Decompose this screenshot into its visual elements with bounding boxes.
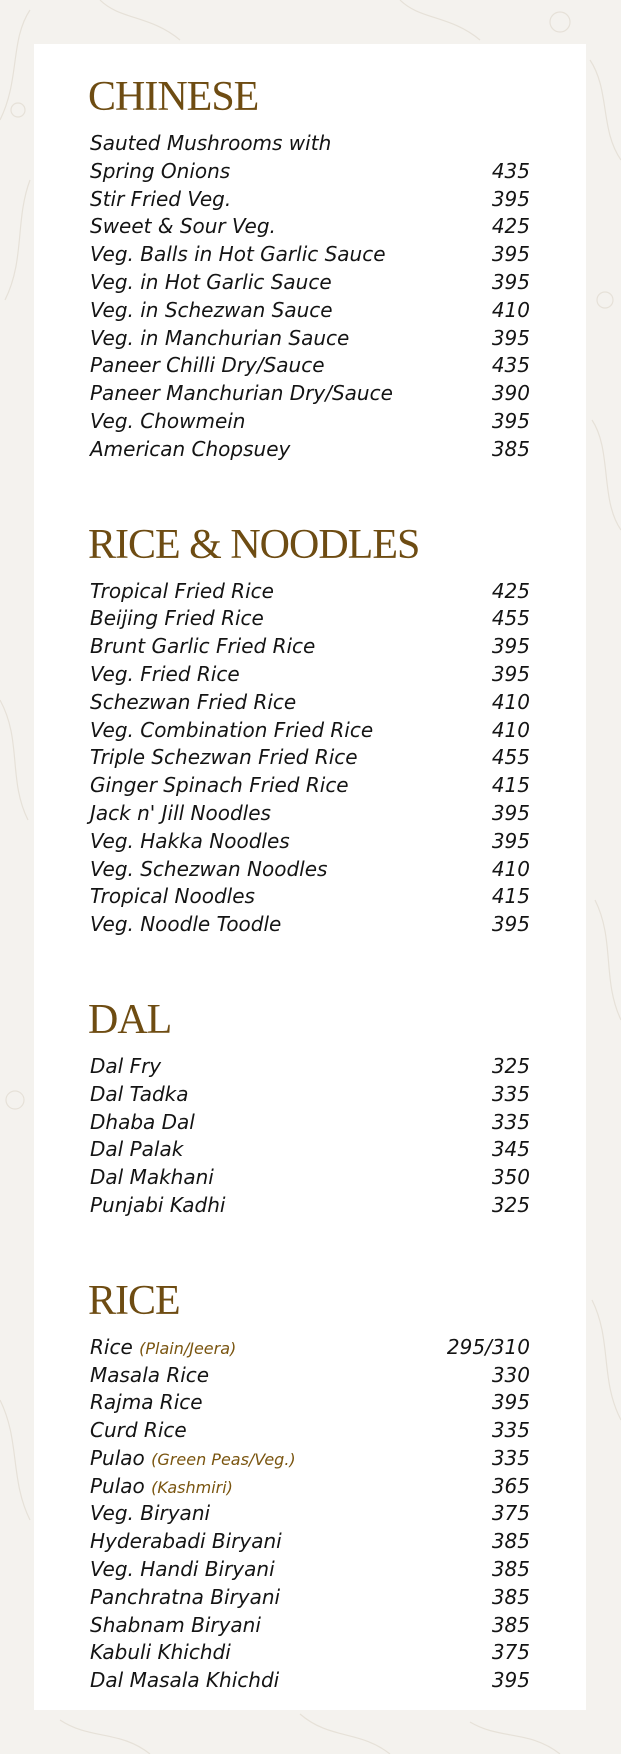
menu-item-price: 335 xyxy=(491,1445,530,1470)
menu-item-price: 395 xyxy=(491,828,530,853)
section-gap xyxy=(88,464,530,524)
menu-item-label xyxy=(90,772,349,800)
menu-item xyxy=(90,352,530,380)
menu-item-label xyxy=(90,269,332,297)
menu-item xyxy=(90,772,530,800)
menu-item-price: 325 xyxy=(491,1053,530,1078)
menu-item-name: Pulao xyxy=(90,1445,145,1470)
menu-item-label xyxy=(90,213,276,241)
menu-item xyxy=(90,269,530,297)
section-gap xyxy=(88,939,530,999)
menu-item-name: Veg. Biryani xyxy=(90,1501,211,1526)
menu-item-label xyxy=(90,744,358,772)
section-title: CHINESE xyxy=(88,74,259,120)
menu-item-label xyxy=(90,1445,296,1474)
menu-item xyxy=(90,1389,530,1417)
menu-item xyxy=(90,800,530,828)
menu-item-label xyxy=(90,1389,203,1417)
menu-item-label xyxy=(90,1473,233,1502)
menu-item-price: 395 xyxy=(491,1390,530,1415)
menu-item-name: Beijing Fried Rice xyxy=(90,606,264,631)
menu-item-price: 395 xyxy=(491,661,530,686)
menu-item-name: Veg. Schezwan Noodles xyxy=(90,856,328,881)
menu-item-price: 410 xyxy=(491,689,530,714)
menu-item-list xyxy=(88,1053,530,1220)
menu-item-name: Dal Makhani xyxy=(90,1165,214,1190)
menu-item-price: 425 xyxy=(491,578,530,603)
menu-item xyxy=(90,325,530,353)
menu-item-name: American Chopsuey xyxy=(90,436,291,461)
menu-item xyxy=(90,1500,530,1528)
menu-item-label xyxy=(90,911,281,939)
menu-item xyxy=(90,1556,530,1584)
menu-item-name: Veg. Handi Biryani xyxy=(90,1557,275,1582)
menu-item-label xyxy=(90,1081,188,1109)
menu-item-name: Paneer Chilli Dry/Sauce xyxy=(90,353,325,378)
menu-item-price: 395 xyxy=(491,912,530,937)
menu-item-label xyxy=(90,436,290,464)
menu-item-price: 410 xyxy=(491,717,530,742)
menu-item-name: Dal Masala Khichdi xyxy=(90,1668,280,1693)
menu-item-price: 330 xyxy=(491,1362,530,1387)
menu-item-name: Punjabi Kadhi xyxy=(90,1192,226,1217)
menu-item-list xyxy=(88,130,530,464)
section-title: RICE & NOODLES xyxy=(88,521,420,568)
menu-item-price: 385 xyxy=(491,436,530,461)
menu-item xyxy=(90,213,530,241)
menu-item-note: (Plain/Jeera) xyxy=(139,1338,237,1358)
menu-item-price: 395 xyxy=(491,408,530,433)
menu-item-name: Veg. in Schezwan Sauce xyxy=(90,297,333,322)
menu-item-label xyxy=(90,633,315,661)
menu-item-name: Triple Schezwan Fried Rice xyxy=(90,745,358,770)
menu-item-price: 410 xyxy=(491,856,530,881)
menu-item xyxy=(90,436,530,464)
menu-item-price: 335 xyxy=(491,1081,530,1106)
menu-item-price: 415 xyxy=(491,773,530,798)
menu-item xyxy=(90,605,530,633)
menu-item xyxy=(90,1612,530,1640)
menu-item-label xyxy=(90,1584,280,1612)
menu-item-note: (Green Peas/Veg.) xyxy=(151,1449,296,1469)
menu-item xyxy=(90,1053,530,1081)
menu-item-label xyxy=(90,352,325,380)
menu-item-name: Dhaba Dal xyxy=(90,1109,195,1134)
menu-item-name: Ginger Spinach Fried Rice xyxy=(90,773,349,798)
menu-item-name: Shabnam Biryani xyxy=(90,1612,261,1637)
section-rice xyxy=(88,1277,530,1695)
menu-item xyxy=(90,1109,530,1137)
menu-item-price: 395 xyxy=(491,325,530,350)
menu-item-price: 425 xyxy=(491,214,530,239)
menu-item xyxy=(90,1334,530,1362)
menu-item-name: Rice xyxy=(90,1334,133,1359)
menu-item-label xyxy=(90,800,271,828)
menu-item-price: 375 xyxy=(491,1501,530,1526)
menu-item-label xyxy=(90,1612,261,1640)
menu-item-label xyxy=(90,717,373,745)
menu-item-price: 455 xyxy=(491,745,530,770)
menu-item-label xyxy=(90,1334,236,1363)
section-dal xyxy=(88,996,530,1220)
menu-item-price: 395 xyxy=(491,1668,530,1693)
menu-item-label xyxy=(90,1362,209,1390)
menu-item-name: Masala Rice xyxy=(90,1362,210,1387)
menu-item-name: Kabuli Khichdi xyxy=(90,1640,231,1665)
menu-item-price: 455 xyxy=(491,606,530,631)
menu-item-name: Veg. Combination Fried Rice xyxy=(90,717,374,742)
section-title: DAL xyxy=(88,996,172,1043)
menu-item-name: Tropical Noodles xyxy=(90,884,255,909)
menu-item-label xyxy=(90,1667,279,1695)
menu-item xyxy=(90,1136,530,1164)
menu-item-label xyxy=(90,241,386,269)
menu-item xyxy=(90,297,530,325)
menu-item-price: 350 xyxy=(491,1165,530,1190)
menu-item-name: Stir Fried Veg. xyxy=(90,186,232,211)
menu-item-name: Panchratna Biryani xyxy=(90,1584,281,1609)
menu-item-name: Curd Rice xyxy=(90,1418,187,1443)
menu-item xyxy=(90,1528,530,1556)
menu-item xyxy=(90,717,530,745)
menu-item-label xyxy=(90,578,274,606)
menu-item-label xyxy=(90,605,264,633)
menu-item xyxy=(90,1362,530,1390)
section-rice-noodles xyxy=(88,521,530,939)
menu-item-name: Paneer Manchurian Dry/Sauce xyxy=(90,381,393,406)
menu-item-label xyxy=(90,1639,231,1667)
menu-item-label xyxy=(90,1164,214,1192)
section-chinese xyxy=(88,76,530,464)
menu-item-price: 375 xyxy=(491,1640,530,1665)
menu-item-price: 385 xyxy=(491,1529,530,1554)
menu-item-price: 435 xyxy=(491,158,530,183)
menu-item xyxy=(90,689,530,717)
menu-item-label xyxy=(90,689,296,717)
menu-item-name: Veg. in Manchurian Sauce xyxy=(90,325,350,350)
menu-item-name: Schezwan Fried Rice xyxy=(90,689,297,714)
menu-item-label xyxy=(90,186,231,214)
menu-item xyxy=(90,856,530,884)
menu-item-price: 335 xyxy=(491,1109,530,1134)
menu-item-price: 365 xyxy=(491,1473,530,1498)
menu-item-label xyxy=(90,856,327,884)
menu-item-name: Dal Tadka xyxy=(90,1081,189,1106)
menu-item xyxy=(90,408,530,436)
menu-item-name: Dal Fry xyxy=(90,1053,162,1078)
menu-item-price: 395 xyxy=(491,800,530,825)
menu-item xyxy=(90,1667,530,1695)
menu-item-label xyxy=(90,883,255,911)
menu-item-name: Spring Onions xyxy=(90,158,231,183)
menu-item-label xyxy=(90,828,290,856)
menu-item xyxy=(90,661,530,689)
menu-item xyxy=(90,1192,530,1220)
menu-item-price: 345 xyxy=(491,1137,530,1162)
menu-item-name: Sweet & Sour Veg. xyxy=(90,214,276,239)
menu-item-label xyxy=(90,1556,275,1584)
menu-item-name: Tropical Fried Rice xyxy=(90,578,274,603)
menu-item-note: (Kashmiri) xyxy=(151,1477,233,1497)
menu-item-name: Jack n' Jill Noodles xyxy=(90,800,271,825)
menu-item-name: Veg. Balls in Hot Garlic Sauce xyxy=(90,242,386,267)
menu-card xyxy=(34,44,586,1710)
menu-item xyxy=(90,578,530,606)
menu-item-label xyxy=(90,130,331,158)
menu-item xyxy=(90,1164,530,1192)
menu-item-price: 415 xyxy=(491,884,530,909)
menu-item-label xyxy=(90,1500,210,1528)
section-gap xyxy=(88,1220,530,1280)
menu-item xyxy=(90,1473,530,1501)
menu-item xyxy=(90,1081,530,1109)
menu-item-label xyxy=(90,661,240,689)
section-title: RICE xyxy=(88,1277,180,1324)
menu-item-price: 295/310 xyxy=(446,1334,530,1359)
menu-item xyxy=(90,380,530,408)
menu-item xyxy=(90,186,530,214)
menu-item-name: Brunt Garlic Fried Rice xyxy=(90,634,316,659)
menu-item-price: 395 xyxy=(491,269,530,294)
menu-item-list xyxy=(88,578,530,939)
menu-item-label xyxy=(90,1417,187,1445)
menu-item-price: 395 xyxy=(491,186,530,211)
menu-item-price: 395 xyxy=(491,634,530,659)
menu-item-label xyxy=(90,1528,282,1556)
menu-item xyxy=(90,883,530,911)
menu-item-name: Pulao xyxy=(90,1473,145,1498)
menu-item-name: Veg. Chowmein xyxy=(90,408,246,433)
menu-item-name: Veg. Fried Rice xyxy=(90,661,240,686)
menu-item-label xyxy=(90,380,393,408)
menu-item-price: 410 xyxy=(491,297,530,322)
menu-item-price: 435 xyxy=(491,353,530,378)
menu-item xyxy=(90,130,530,158)
menu-item-price: 385 xyxy=(491,1584,530,1609)
menu-item-name: Veg. in Hot Garlic Sauce xyxy=(90,269,332,294)
menu-item-label xyxy=(90,408,245,436)
menu-item xyxy=(90,1445,530,1473)
menu-item-label xyxy=(90,297,333,325)
menu-item-name: Sauted Mushrooms with xyxy=(90,131,332,155)
menu-item-price: 395 xyxy=(491,242,530,267)
menu-item-name: Veg. Hakka Noodles xyxy=(90,828,290,853)
menu-item-name: Dal Palak xyxy=(90,1137,184,1162)
menu-item-price: 385 xyxy=(491,1612,530,1637)
menu-item xyxy=(90,911,530,939)
menu-item-label xyxy=(90,1192,225,1220)
menu-item xyxy=(90,158,530,186)
menu-item-label xyxy=(90,1053,161,1081)
menu-item-price: 325 xyxy=(491,1192,530,1217)
menu-item xyxy=(90,241,530,269)
menu-item-price: 335 xyxy=(491,1418,530,1443)
menu-item xyxy=(90,828,530,856)
menu-item-name: Hyderabadi Biryani xyxy=(90,1529,282,1554)
menu-item-label xyxy=(90,1136,183,1164)
menu-item xyxy=(90,1417,530,1445)
menu-item xyxy=(90,744,530,772)
menu-item-name: Veg. Noodle Toodle xyxy=(90,912,282,937)
menu-item-list xyxy=(88,1334,530,1695)
menu-item xyxy=(90,1584,530,1612)
menu-item xyxy=(90,1639,530,1667)
menu-item-label xyxy=(90,1109,195,1137)
menu-item-price: 390 xyxy=(491,381,530,406)
menu-item xyxy=(90,633,530,661)
menu-item-price: 385 xyxy=(491,1557,530,1582)
menu-item-name: Rajma Rice xyxy=(90,1390,203,1415)
menu-item-label xyxy=(90,158,230,186)
menu-item-label xyxy=(90,325,349,353)
